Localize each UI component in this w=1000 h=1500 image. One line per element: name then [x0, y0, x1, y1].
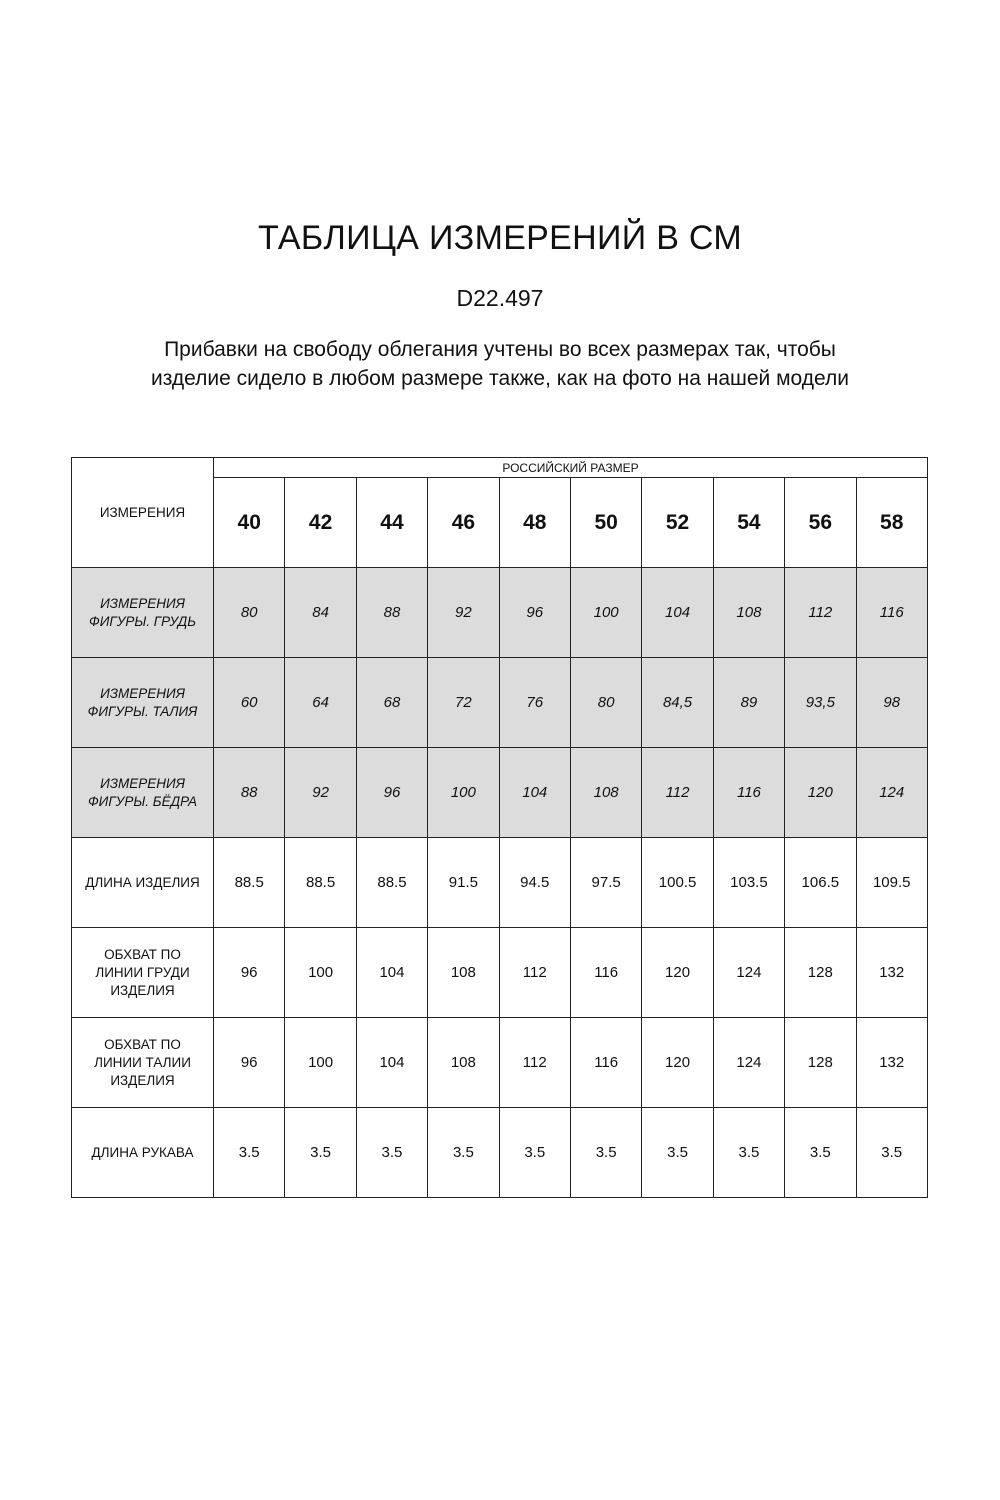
table-cell: 3.5: [428, 1108, 499, 1198]
table-cell: 104: [356, 928, 427, 1018]
table-cell: 104: [499, 748, 570, 838]
table-cell: 128: [785, 1018, 856, 1108]
row-label-line: ИЗМЕРЕНИЯ: [100, 685, 185, 701]
size-header-cell: 54: [713, 478, 784, 568]
table-cell: 92: [285, 748, 356, 838]
row-label-line: ОБХВАТ ПО: [104, 1036, 181, 1052]
size-header-cell: 48: [499, 478, 570, 568]
table-cell: 88.5: [356, 838, 427, 928]
table-cell: 94.5: [499, 838, 570, 928]
row-label: [72, 568, 214, 658]
fit-note: [0, 335, 1000, 393]
table-cell: 88.5: [285, 838, 356, 928]
russian-size-header: РОССИЙСКИЙ РАЗМЕР: [214, 458, 928, 478]
row-label-line: ЛИНИИ ГРУДИ: [95, 964, 190, 980]
table-row: [72, 658, 928, 748]
table-cell: 112: [499, 928, 570, 1018]
table-cell: 96: [214, 1018, 285, 1108]
table-cell: 120: [642, 928, 713, 1018]
table-row: [72, 838, 928, 928]
row-label: [72, 928, 214, 1018]
row-label: [72, 1018, 214, 1108]
row-label-line: ИЗМЕРЕНИЯ: [100, 775, 185, 791]
table-cell: 124: [713, 928, 784, 1018]
table-cell: 92: [428, 568, 499, 658]
table-cell: 84: [285, 568, 356, 658]
size-header-cell: 52: [642, 478, 713, 568]
table-cell: 124: [713, 1018, 784, 1108]
size-header-cell: 56: [785, 478, 856, 568]
size-header-cell: 44: [356, 478, 427, 568]
table-cell: 132: [856, 1018, 927, 1108]
table-cell: 97.5: [570, 838, 641, 928]
measurements-header: ИЗМЕРЕНИЯ: [72, 458, 214, 568]
table-cell: 100: [285, 1018, 356, 1108]
fit-note-line-2: изделие сидело в любом размере также, как на фото на нашей модели: [151, 367, 849, 390]
table-cell: 108: [428, 928, 499, 1018]
table-cell: 60: [214, 658, 285, 748]
table-cell: 108: [428, 1018, 499, 1108]
table-cell: 3.5: [356, 1108, 427, 1198]
table-cell: 116: [570, 1018, 641, 1108]
table-cell: 120: [642, 1018, 713, 1108]
row-label-line: ИЗДЕЛИЯ: [110, 1072, 175, 1088]
table-cell: 112: [642, 748, 713, 838]
table-cell: 3.5: [570, 1108, 641, 1198]
size-header-cell: 46: [428, 478, 499, 568]
row-label-line: ФИГУРЫ. БЁДРА: [87, 793, 198, 809]
table-cell: 100: [285, 928, 356, 1018]
table-cell: 103.5: [713, 838, 784, 928]
product-code: D22.497: [456, 285, 544, 311]
table-cell: 88.5: [214, 838, 285, 928]
table-cell: 116: [570, 928, 641, 1018]
size-header-cell: 40: [214, 478, 285, 568]
table-cell: 116: [856, 568, 927, 658]
table-body: [72, 568, 928, 1198]
table-cell: 72: [428, 658, 499, 748]
row-label-line: ИЗДЕЛИЯ: [110, 982, 175, 998]
table-cell: 80: [570, 658, 641, 748]
table-cell: 124: [856, 748, 927, 838]
row-label-line: ДЛИНА ИЗДЕЛИЯ: [85, 874, 200, 890]
table-row: [72, 568, 928, 658]
table-cell: 100: [570, 568, 641, 658]
table-cell: 76: [499, 658, 570, 748]
size-header-cell: 42: [285, 478, 356, 568]
row-label-line: ИЗМЕРЕНИЯ: [100, 595, 185, 611]
table-cell: 88: [356, 568, 427, 658]
table-cell: 96: [356, 748, 427, 838]
table-cell: 108: [713, 568, 784, 658]
table-cell: 128: [785, 928, 856, 1018]
table-cell: 84,5: [642, 658, 713, 748]
table-cell: 80: [214, 568, 285, 658]
table-cell: 88: [214, 748, 285, 838]
table-cell: 96: [214, 928, 285, 1018]
table-cell: 3.5: [713, 1108, 784, 1198]
table-cell: 3.5: [214, 1108, 285, 1198]
row-label-line: ЛИНИИ ТАЛИИ: [94, 1054, 191, 1070]
fit-note-line-1: Прибавки на свободу облегания учтены во всех размерах так, чтобы: [164, 338, 836, 361]
table-row: [72, 1018, 928, 1108]
table-cell: 64: [285, 658, 356, 748]
table-cell: 96: [499, 568, 570, 658]
table-cell: 3.5: [499, 1108, 570, 1198]
size-header-cell: 58: [856, 478, 927, 568]
table-cell: 108: [570, 748, 641, 838]
table-cell: 120: [785, 748, 856, 838]
table-cell: 132: [856, 928, 927, 1018]
size-header-cell: 50: [570, 478, 641, 568]
row-label: [72, 838, 214, 928]
table-cell: 106.5: [785, 838, 856, 928]
row-label: [72, 658, 214, 748]
table-cell: 3.5: [285, 1108, 356, 1198]
table-cell: 3.5: [856, 1108, 927, 1198]
row-label-line: ОБХВАТ ПО: [104, 946, 181, 962]
table-row: [72, 748, 928, 838]
table-cell: 98: [856, 658, 927, 748]
row-label: [72, 1108, 214, 1198]
table-cell: 104: [642, 568, 713, 658]
table-cell: 91.5: [428, 838, 499, 928]
table-cell: 112: [785, 568, 856, 658]
row-label-line: ДЛИНА РУКАВА: [91, 1144, 194, 1160]
table-cell: 116: [713, 748, 784, 838]
row-label-line: ФИГУРЫ. ГРУДЬ: [88, 613, 197, 629]
page-title: ТАБЛИЦА ИЗМЕРЕНИЙ В СМ: [257, 219, 743, 257]
size-table: [71, 457, 928, 1198]
row-label: [72, 748, 214, 838]
table-cell: 68: [356, 658, 427, 748]
table-cell: 100: [428, 748, 499, 838]
table-row: [72, 928, 928, 1018]
table-cell: 104: [356, 1018, 427, 1108]
table-cell: 100.5: [642, 838, 713, 928]
table-cell: 3.5: [642, 1108, 713, 1198]
table-cell: 93,5: [785, 658, 856, 748]
table-cell: 89: [713, 658, 784, 748]
table-cell: 112: [499, 1018, 570, 1108]
table-row: [72, 1108, 928, 1198]
row-label-line: ФИГУРЫ. ТАЛИЯ: [87, 703, 198, 719]
table-cell: 109.5: [856, 838, 927, 928]
table-cell: 3.5: [785, 1108, 856, 1198]
